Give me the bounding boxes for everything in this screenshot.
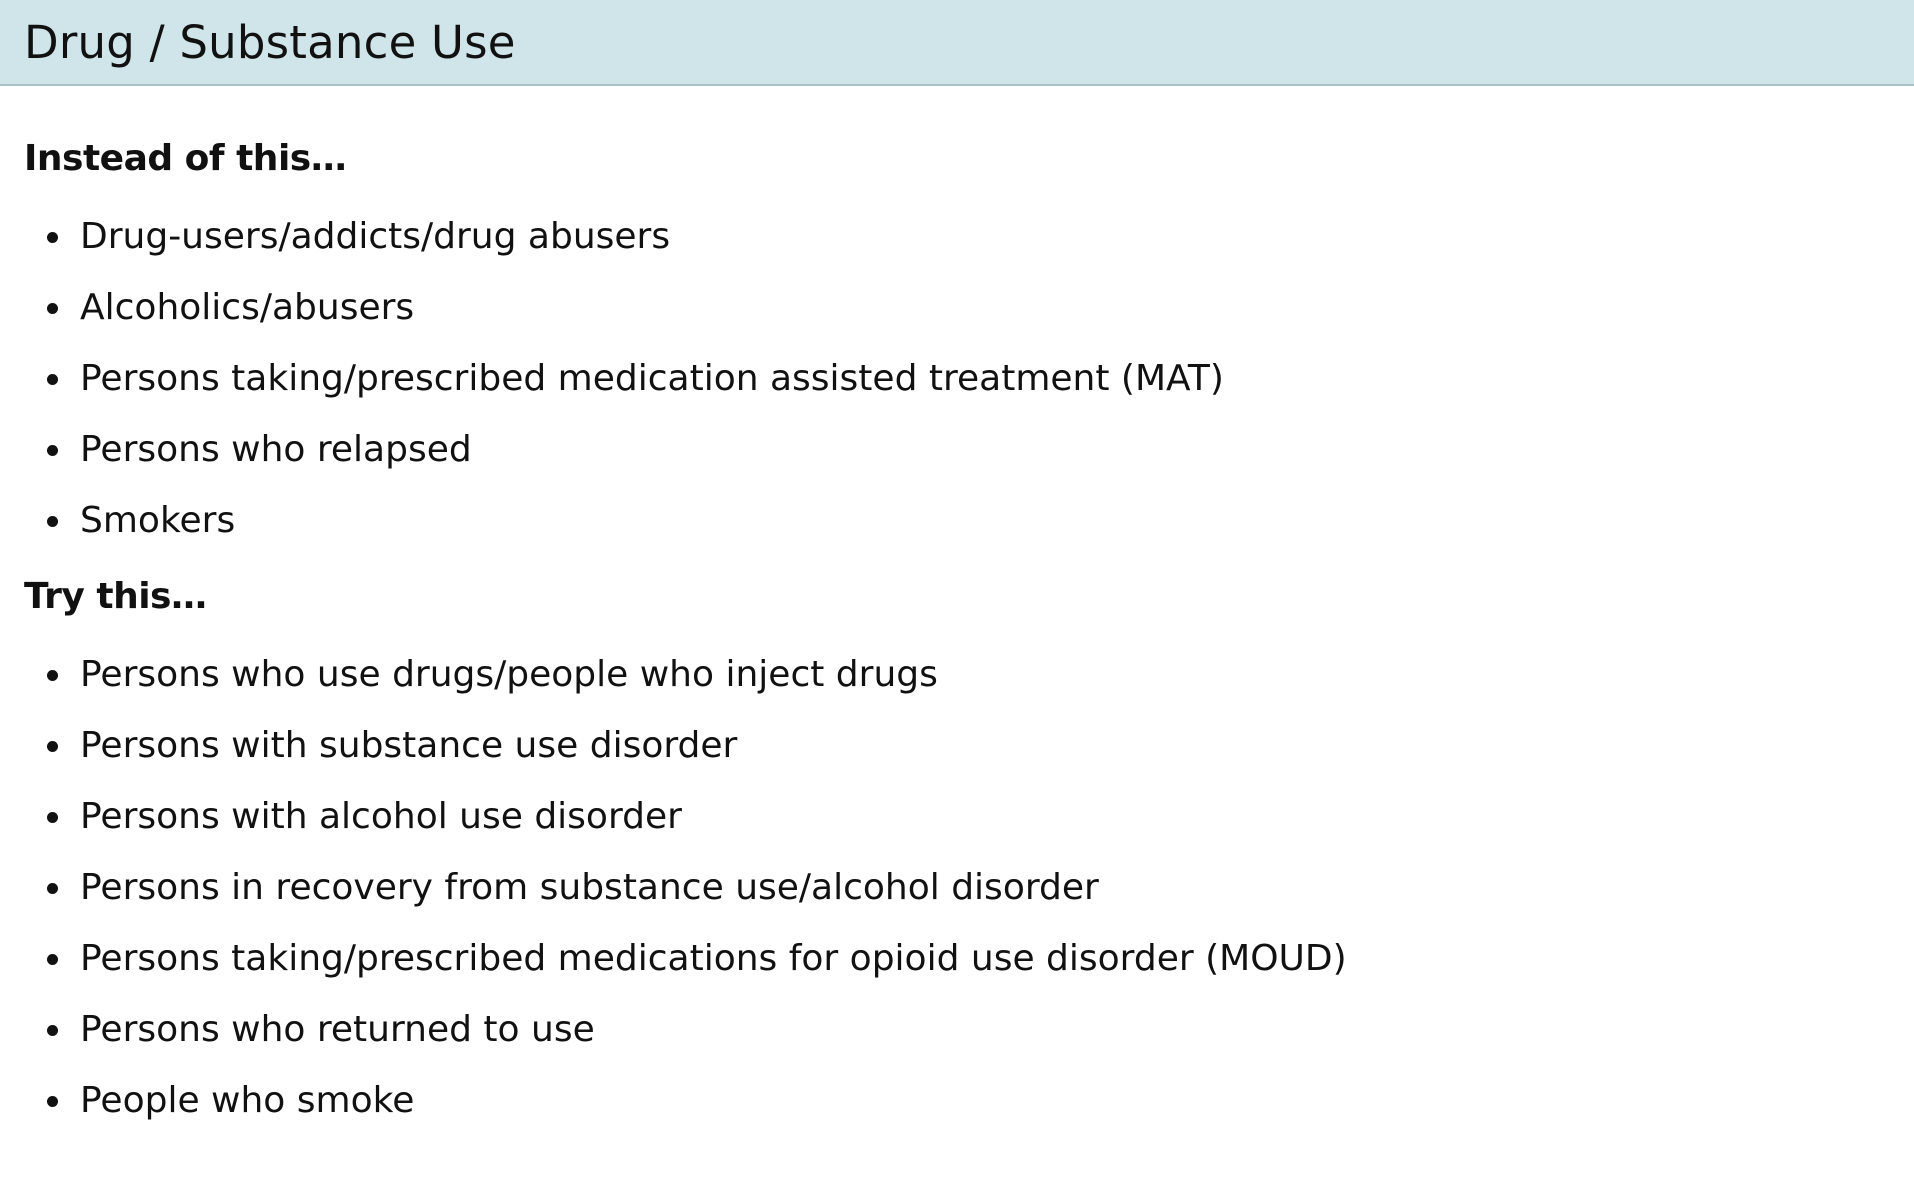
bullet-icon xyxy=(47,303,58,314)
instead-list xyxy=(24,201,1890,556)
section-instead xyxy=(24,130,1890,556)
list-item: Smokers xyxy=(24,485,1890,556)
list-item: Persons who use drugs/people who inject drugs xyxy=(24,639,1890,710)
list-item: Persons taking/prescribed medication assisted treatment (MAT) xyxy=(24,343,1890,414)
section-heading-try: Try this… xyxy=(24,576,207,617)
list-item: Persons who relapsed xyxy=(24,414,1890,485)
bullet-icon xyxy=(47,954,58,965)
bullet-icon xyxy=(47,232,58,243)
section-heading-instead: Instead of this… xyxy=(24,138,347,179)
list-item: Persons in recovery from substance use/alcohol disorder xyxy=(24,852,1890,923)
list-item: Persons who returned to use xyxy=(24,994,1890,1065)
list-item: Drug-users/addicts/drug abusers xyxy=(24,201,1890,272)
page-header xyxy=(0,0,1914,86)
list-item: Persons taking/prescribed medications for opioid use disorder (MOUD) xyxy=(24,923,1890,994)
list-item: Alcoholics/abusers xyxy=(24,272,1890,343)
bullet-icon xyxy=(47,812,58,823)
bullet-icon xyxy=(47,374,58,385)
bullet-icon xyxy=(47,741,58,752)
list-item: People who smoke xyxy=(24,1065,1890,1136)
bullet-icon xyxy=(47,670,58,681)
bullet-icon xyxy=(47,445,58,456)
content-area xyxy=(0,130,1914,1136)
bullet-icon xyxy=(47,1025,58,1036)
page-title: Drug / Substance Use xyxy=(24,15,516,69)
list-item: Persons with alcohol use disorder xyxy=(24,781,1890,852)
try-list xyxy=(24,639,1890,1136)
bullet-icon xyxy=(47,883,58,894)
bullet-icon xyxy=(47,516,58,527)
section-try xyxy=(24,568,1890,1136)
list-item: Persons with substance use disorder xyxy=(24,710,1890,781)
bullet-icon xyxy=(47,1096,58,1107)
